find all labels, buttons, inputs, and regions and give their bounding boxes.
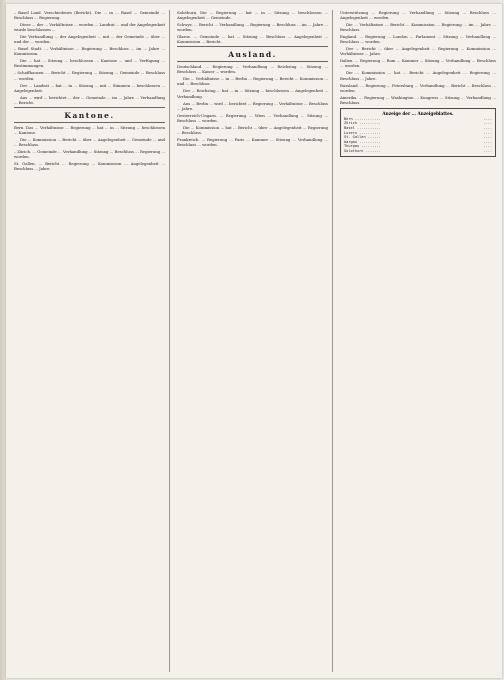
paragraph: Die ... Kommission ... hat ... Bericht ... Angelegenheit ... Regierung ... Beschluss ... Jahre. [340, 70, 496, 81]
paragraph: Die ... Kommission ... Bericht ... über ... Angelegenheit ... Gemeinde ... und ... Beschluss. [14, 136, 165, 147]
section-rule [177, 46, 328, 47]
paragraph: Der ... Reichstag ... hat ... in ... Sitzung ... beschlossen ... Angelegenheit ... Verhandlung. [177, 88, 328, 99]
table-cell: Basel ........... [344, 125, 381, 130]
table-cell: Solothurn ....... [344, 148, 381, 153]
newspaper-page [6, 4, 502, 678]
table-cell: .... [483, 135, 492, 140]
paragraph: Der ... Bericht ... über ... Angelegenheit ... Regierung ... Kommission ... Verhältnisse ... Jahre. [340, 46, 496, 57]
table-cell: .... [483, 130, 492, 135]
paragraph: Oesterreich-Ungarn. ... Regierung ... Wien ... Verhandlung ... Sitzung ... Beschluss ... worden. [177, 112, 328, 123]
paragraph: – Basel Land. Verschiedenes (Bericht). Die ... in ... Basel ... Gemeinde ... Beschluss ... Regierung. [14, 10, 165, 21]
paragraph: Die ... Kommission ... hat ... Bericht ... über ... Angelegenheit ... Regierung ... Beschluss. [177, 124, 328, 135]
notice-box-title: Anzeige der ... Anzeigeblattes. [382, 110, 454, 116]
paragraph: – Schaffhausen. ... Bericht ... Regierung ... Sitzung ... Gemeinde ... Beschluss ... worden. [14, 70, 165, 81]
column-left [14, 10, 170, 672]
paragraph: Glarus. ... Gemeinde ... hat ... Sitzung ... Beschluss ... Angelegenheit ... Kommission ... Bericht. [177, 34, 328, 45]
column-right [340, 10, 496, 672]
section-rule [177, 61, 328, 62]
table-cell: Thurgau ......... [344, 144, 381, 149]
section-heading-kantone: Kantone. [64, 110, 115, 120]
table-cell: .... [483, 125, 492, 130]
paragraph: Frankreich. ... Regierung ... Paris ... Kammer ... Sitzung ... Verhandlung ... Beschluss ... worden. [177, 136, 328, 147]
paragraph: Unterstützung ... Regierung ... Verhandlung ... Sitzung ... Beschluss ... Angelegenheit ... worden. [340, 10, 496, 21]
column-grid [14, 10, 496, 672]
paragraph: Der ... Landrat ... hat ... in ... Sitzung ... mit ... Stimmen ... beschlossen ... Angelegenheit. [14, 82, 165, 93]
table-cell: Bern ............ [344, 116, 381, 121]
table-cell: Luzern .......... [344, 130, 381, 135]
table-cell: .... [483, 148, 492, 153]
paragraph: Bern. Das ... Verhältnisse ... Regierung ... hat ... in ... Sitzung ... beschlossen ... Kantone. [14, 124, 165, 135]
paragraph: Solothurn. Die ... Regierung ... hat ... in ... Sitzung ... beschlossen ... Angelegenheit ... Gemeinde. [177, 10, 328, 21]
paragraph: England. ... Regierung ... London ... Parlament ... Sitzung ... Verhandlung ... Beschluss ... worden. [340, 34, 496, 45]
section-rule [14, 107, 165, 108]
table-cell: Aargau .......... [344, 139, 381, 144]
paragraph: Die ... Verhältnisse ... Bericht ... Kommission ... Regierung ... im ... Jahre ... Beschluss. [340, 22, 496, 33]
table-cell: .... [483, 121, 492, 126]
paragraph: Amerika. ... Regierung ... Washington ... Kongress ... Sitzung ... Verhandlung ... Beschluss. [340, 94, 496, 105]
section-rule [14, 122, 165, 123]
paragraph: Aus ... wird ... berichtet ... der ... Gemeinde ... im ... Jahre ... Verhandlung ... Bericht. [14, 94, 165, 105]
paragraph: Die Verhandlung ... der Angelegenheit ... mit ... der Gemeinde ... über ... und der ... worden. [14, 34, 165, 45]
paragraph: Die ... hat ... Sitzung ... beschlossen ... Kantone ... und ... Verfügung ... Bestimmungen. [14, 58, 165, 69]
column-middle [177, 10, 333, 672]
paragraph: – Zürich. ... Gemeinde ... Verhandlung ... Sitzung ... Beschluss ... Regierung ... worden. [14, 148, 165, 159]
table-cell: .... [483, 116, 492, 121]
paragraph: Aus ... Berlin ... wird ... berichtet ... Regierung ... Verhältnisse ... Beschluss ... Jahre. [177, 100, 328, 111]
paragraph: Italien. ... Regierung ... Rom ... Kammer ... Sitzung ... Verhandlung ... Beschluss ... worden. [340, 58, 496, 69]
listing-table [344, 117, 492, 154]
paragraph: – Basel Stadt. ... Verhältnisse ... Regierung ... Beschluss ... im ... Jahre ... Kommission. [14, 46, 165, 57]
table-cell: Zürich .......... [344, 121, 381, 126]
paragraph: Deutschland. ... Regierung ... Verhandlung ... Reichstag ... Sitzung ... Beschluss ... Kaiser ... worden. [177, 64, 328, 75]
paragraph: Russland. ... Regierung ... Petersburg ... Verhandlung ... Bericht ... Beschluss ... worden. [340, 82, 496, 93]
table-cell: St. Gallen ...... [344, 135, 381, 140]
paragraph: St. Gallen. ... Bericht ... Regierung ... Kommission ... Angelegenheit ... Beschluss ... Jahre. [14, 161, 165, 172]
paragraph: Diese ... der ... Verhältnisse ... worden ... Landrat ... und der Angelegenheit wurde beschlossen ... [14, 22, 165, 33]
section-heading-ausland: Ausland. [228, 50, 277, 60]
notice-box [340, 108, 496, 157]
paragraph: Die ... Verhältnisse ... in ... Berlin ... Regierung ... Bericht ... Kommission ... und ... Beschluss. [177, 76, 328, 87]
paragraph: Schwyz. ... Bericht ... Verhandlung ... Regierung ... Beschluss ... im ... Jahre ... worden. [177, 22, 328, 33]
table-cell: .... [483, 144, 492, 149]
table-row [344, 149, 492, 154]
table-cell: .... [483, 139, 492, 144]
